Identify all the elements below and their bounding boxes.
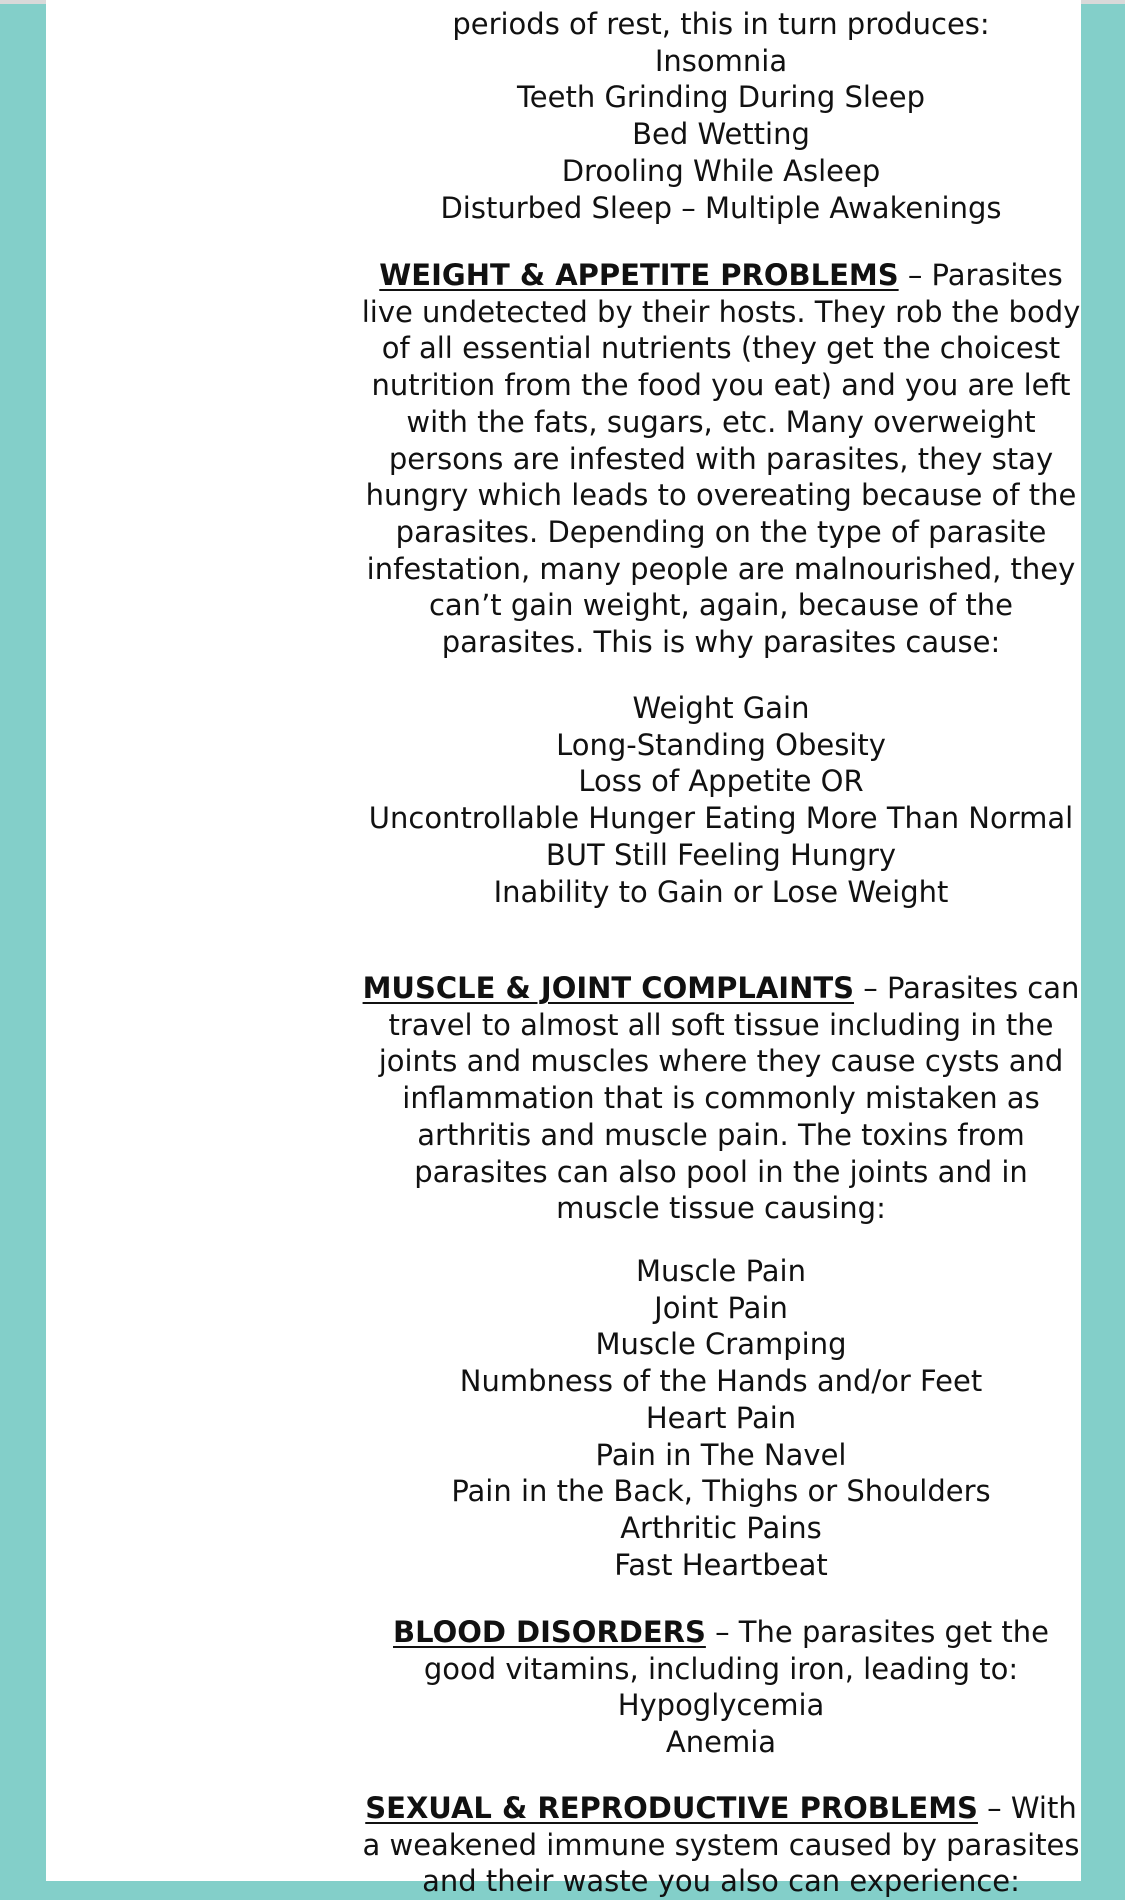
list-item: Pain in the Back, Thighs or Shoulders xyxy=(451,1474,991,1509)
list-item: Weight Gain xyxy=(632,691,810,725)
list-item: Fast Heartbeat xyxy=(614,1547,828,1582)
list-item: Bed Wetting xyxy=(632,117,810,152)
paragraph-line: joints and muscles where they cause cysts and xyxy=(378,1044,1064,1079)
paragraph-line: parasites can also pool in the joints and in xyxy=(414,1154,1028,1189)
muscle-section xyxy=(308,970,1125,1227)
list-item: Loss of Appetite OR xyxy=(578,764,864,799)
weight-text-lead: – Parasites xyxy=(907,258,1063,292)
paragraph-line: good vitamins, including iron, leading to: xyxy=(423,1651,1019,1686)
sexual-text-lead: – With xyxy=(987,1791,1077,1825)
list-item: Disturbed Sleep – Multiple Awakenings xyxy=(440,190,1002,225)
sexual-section xyxy=(308,1790,1125,1900)
sexual-heading-line xyxy=(308,1790,1125,1827)
weight-heading: WEIGHT & APPETITE PROBLEMS xyxy=(379,258,899,292)
list-item: Drooling While Asleep xyxy=(561,153,881,188)
blood-heading-line xyxy=(308,1614,1125,1651)
list-item: Muscle Cramping xyxy=(595,1327,847,1362)
weight-section xyxy=(308,257,1125,661)
muscle-heading: MUSCLE & JOINT COMPLAINTS xyxy=(362,971,855,1005)
list-item: Teeth Grinding During Sleep xyxy=(517,80,925,115)
paragraph-line: can’t gain weight, again, because of the xyxy=(428,588,1014,623)
article-page[interactable] xyxy=(46,0,1081,1899)
paragraph-line: parasites. This is why parasites cause: xyxy=(441,625,1001,660)
list-item: Muscle Pain xyxy=(636,1254,806,1288)
list-item: Insomnia xyxy=(654,43,788,78)
text-line: periods of rest, this in turn produces: xyxy=(452,7,990,41)
blood-heading: BLOOD DISORDERS xyxy=(393,1615,706,1649)
paragraph-line: of all essential nutrients (they get the choicest xyxy=(381,331,1061,366)
sexual-heading: SEXUAL & REPRODUCTIVE PROBLEMS xyxy=(365,1791,978,1825)
list-item: Long-Standing Obesity xyxy=(556,727,886,762)
list-item: Anemia xyxy=(665,1725,777,1760)
list-item: Inability to Gain or Lose Weight xyxy=(493,874,949,909)
paragraph-line: nutrition from the food you eat) and you are left xyxy=(371,368,1071,403)
sleep-section-tail xyxy=(308,6,1125,226)
paragraph-line: and their waste you also can experience: xyxy=(422,1864,1020,1899)
blood-text-lead: – The parasites get the xyxy=(715,1615,1049,1649)
paragraph-line: parasites. Depending on the type of parasite xyxy=(395,514,1047,549)
muscle-symptom-list xyxy=(308,1253,1125,1583)
weight-symptom-list xyxy=(308,690,1125,910)
muscle-text-lead: – Parasites can xyxy=(863,971,1080,1005)
paragraph-line: a weakened immune system caused by parasites xyxy=(362,1827,1080,1862)
paragraph-line: arthritis and muscle pain. The toxins from xyxy=(417,1117,1025,1152)
list-item: Joint Pain xyxy=(654,1290,788,1325)
list-item: Numbness of the Hands and/or Feet xyxy=(459,1364,983,1399)
paragraph-line: with the fats, sugars, etc. Many overweight xyxy=(406,404,1036,439)
paragraph-line: live undetected by their hosts. They rob the body xyxy=(361,294,1081,329)
blood-section xyxy=(308,1614,1125,1761)
paragraph-line: muscle tissue causing: xyxy=(556,1191,886,1226)
list-item: Pain in The Navel xyxy=(595,1437,847,1472)
muscle-heading-line xyxy=(308,970,1125,1007)
list-item: Heart Pain xyxy=(645,1400,797,1435)
weight-heading-line xyxy=(308,257,1125,294)
list-item: Hypoglycemia xyxy=(617,1688,825,1723)
list-item: BUT Still Feeling Hungry xyxy=(545,837,897,872)
paragraph-line: infestation, many people are malnourished, they xyxy=(366,551,1076,586)
paragraph-line: hungry which leads to overeating because of the xyxy=(365,478,1077,513)
list-item: Arthritic Pains xyxy=(620,1510,822,1545)
list-item: Uncontrollable Hunger Eating More Than Normal xyxy=(368,801,1074,836)
paragraph-line: persons are infested with parasites, they stay xyxy=(388,441,1054,476)
paragraph-line: inflammation that is commonly mistaken as xyxy=(402,1081,1040,1116)
paragraph-line: travel to almost all soft tissue including in the xyxy=(388,1007,1054,1042)
